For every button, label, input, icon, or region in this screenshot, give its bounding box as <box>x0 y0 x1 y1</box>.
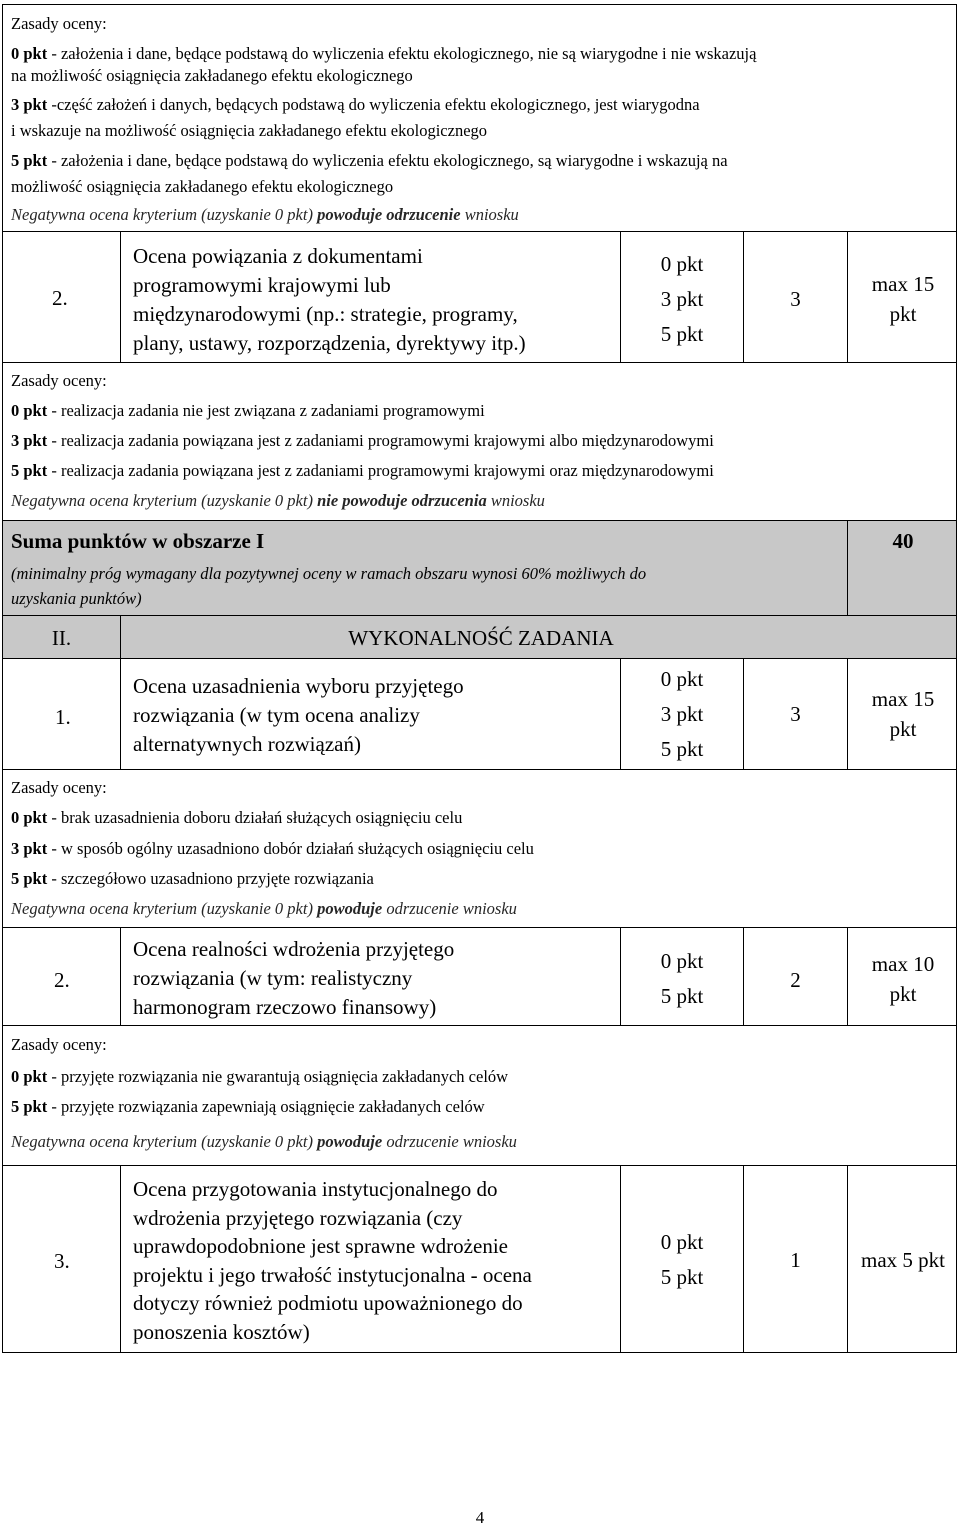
criterion-number: 1. <box>55 705 71 729</box>
negative-assessment-note: Negatywna ocena kryterium (uzyskanie 0 pkt) nie powoduje odrzucenia wniosku <box>11 491 545 510</box>
rule-line: 3 pkt - w sposób ogólny uzasadniono dobór działań służących osiągnięciu celu <box>11 839 534 858</box>
points-option: 5 pkt <box>660 322 704 346</box>
criterion-description: rozwiązania (w tym ocena analizy <box>133 703 420 727</box>
criterion-number: 3. <box>54 1249 70 1273</box>
criterion-description: Ocena powiązania z dokumentami <box>133 244 423 268</box>
points-option: 0 pkt <box>660 252 704 276</box>
rules-heading: Zasady oceny: <box>11 371 107 390</box>
max-points: pkt <box>889 982 917 1006</box>
criterion-number: 2. <box>54 968 70 992</box>
rules-heading: Zasady oceny: <box>11 1035 107 1054</box>
weight-value: 1 <box>790 1248 801 1272</box>
rule-line: i wskazuje na możliwość osiągnięcia zakładanego efektu ekologicznego <box>11 121 488 140</box>
area-sum-note: (minimalny próg wymagany dla pozytywnej oceny w ramach obszaru wynosi 60% możliwych do <box>11 564 647 583</box>
criterion-row <box>2 927 957 1026</box>
points-option: 5 pkt <box>660 737 704 761</box>
points-option: 5 pkt <box>660 1265 704 1289</box>
criterion-row <box>2 1165 957 1353</box>
criterion-description: uprawdopodobnione jest sprawne wdrożenie <box>133 1234 508 1258</box>
rule-line: 0 pkt - przyjęte rozwiązania nie gwarantują osiągnięcia zakładanych celów <box>11 1067 509 1086</box>
points-option: 0 pkt <box>660 667 704 691</box>
negative-assessment-note: Negatywna ocena kryterium (uzyskanie 0 pkt) powoduje odrzucenie wniosku <box>11 1132 517 1151</box>
rule-line: 5 pkt - założenia i dane, będące podstawą do wyliczenia efektu ekologicznego, są wiarygodne i wskazują na <box>11 151 728 170</box>
criterion-description: międzynarodowymi (np.: strategie, programy, <box>133 302 518 326</box>
negative-assessment-note: Negatywna ocena kryterium (uzyskanie 0 pkt) powoduje odrzucenie wniosku <box>11 899 517 918</box>
rules-heading: Zasady oceny: <box>11 778 107 797</box>
negative-assessment-note: Negatywna ocena kryterium (uzyskanie 0 pkt) powoduje odrzucenie wniosku <box>11 205 519 224</box>
rule-line: 5 pkt - przyjęte rozwiązania zapewniają osiągnięcie zakładanych celów <box>11 1097 485 1116</box>
points-option: 0 pkt <box>660 1230 704 1254</box>
weight-value: 3 <box>790 287 801 311</box>
criterion-description: Ocena przygotowania instytucjonalnego do <box>133 1177 498 1201</box>
weight-value: 3 <box>790 702 801 726</box>
criterion-description: Ocena realności wdrożenia przyjętego <box>133 937 455 961</box>
rule-line: 3 pkt - realizacja zadania powiązana jest z zadaniami programowymi krajowymi albo międzynarodowymi <box>11 431 714 450</box>
criterion-description: alternatywnych rozwiązań) <box>133 732 361 756</box>
max-points: max 15 <box>871 272 935 296</box>
rule-line: na możliwość osiągnięcia zakładanego efektu ekologicznego <box>11 66 413 85</box>
rule-line: 0 pkt - realizacja zadania nie jest związana z zadaniami programowymi <box>11 401 485 420</box>
rule-line: możliwość osiągnięcia zakładanego efektu ekologicznego <box>11 177 394 196</box>
max-points: max 5 pkt <box>861 1248 945 1272</box>
criterion-rules-block <box>2 362 957 521</box>
section-header <box>2 615 957 659</box>
criterion-description: plany, ustawy, rozporządzenia, dyrektywy itp.) <box>133 331 526 355</box>
criterion-rules-block <box>2 769 957 928</box>
max-points: max 15 <box>871 687 935 711</box>
rule-line: 0 pkt - brak uzasadnienia doboru działań służących osiągnięciu celu <box>11 808 463 827</box>
rule-line: 5 pkt - szczegółowo uzasadniono przyjęte rozwiązania <box>11 869 374 888</box>
section-number: II. <box>51 626 72 650</box>
max-points: pkt <box>889 717 917 741</box>
rule-line: 0 pkt - założenia i dane, będące podstawą do wyliczenia efektu ekologicznego, nie są wiarygodne i nie wskazują <box>11 44 757 63</box>
section-title: WYKONALNOŚĆ ZADANIA <box>348 626 614 650</box>
criterion-number: 2. <box>52 286 68 310</box>
criterion-row <box>2 231 957 363</box>
criterion-description: programowymi krajowymi lub <box>133 273 391 297</box>
max-points: pkt <box>889 302 917 326</box>
area-sum-value: 40 <box>892 529 914 553</box>
rules-heading: Zasady oceny: <box>11 14 107 33</box>
criterion-description: rozwiązania (w tym: realistyczny <box>133 966 413 990</box>
criterion-description: harmonogram rzeczowo finansowy) <box>133 995 437 1019</box>
criterion-description: Ocena uzasadnienia wyboru przyjętego <box>133 674 464 698</box>
page-number: 4 <box>475 1508 485 1527</box>
rule-line: 5 pkt - realizacja zadania powiązana jest z zadaniami programowymi krajowymi oraz międzynarodowymi <box>11 461 714 480</box>
criterion-rules-block <box>2 1025 957 1166</box>
criterion-description: projektu i jego trwałość instytucjonalna - ocena <box>133 1263 532 1287</box>
criterion-description: wdrożenia przyjętego rozwiązania (czy <box>133 1206 463 1230</box>
points-option: 3 pkt <box>660 287 704 311</box>
criterion-row <box>2 658 957 770</box>
max-points: max 10 <box>871 952 935 976</box>
weight-value: 2 <box>790 968 801 992</box>
points-option: 0 pkt <box>660 949 704 973</box>
criterion-rules-block <box>2 4 957 232</box>
points-option: 5 pkt <box>660 984 704 1008</box>
area-sum-row <box>2 520 957 616</box>
area-sum-title: Suma punktów w obszarze I <box>11 529 265 553</box>
criterion-description: ponoszenia kosztów) <box>133 1320 310 1344</box>
area-sum-note: uzyskania punktów) <box>11 589 142 608</box>
points-option: 3 pkt <box>660 702 704 726</box>
rule-line: 3 pkt -część założeń i danych, będących podstawą do wyliczenia efektu ekologicznego, jest wiarygodna <box>11 95 700 114</box>
criterion-description: dotyczy również podmiotu upoważnionego do <box>133 1291 523 1315</box>
